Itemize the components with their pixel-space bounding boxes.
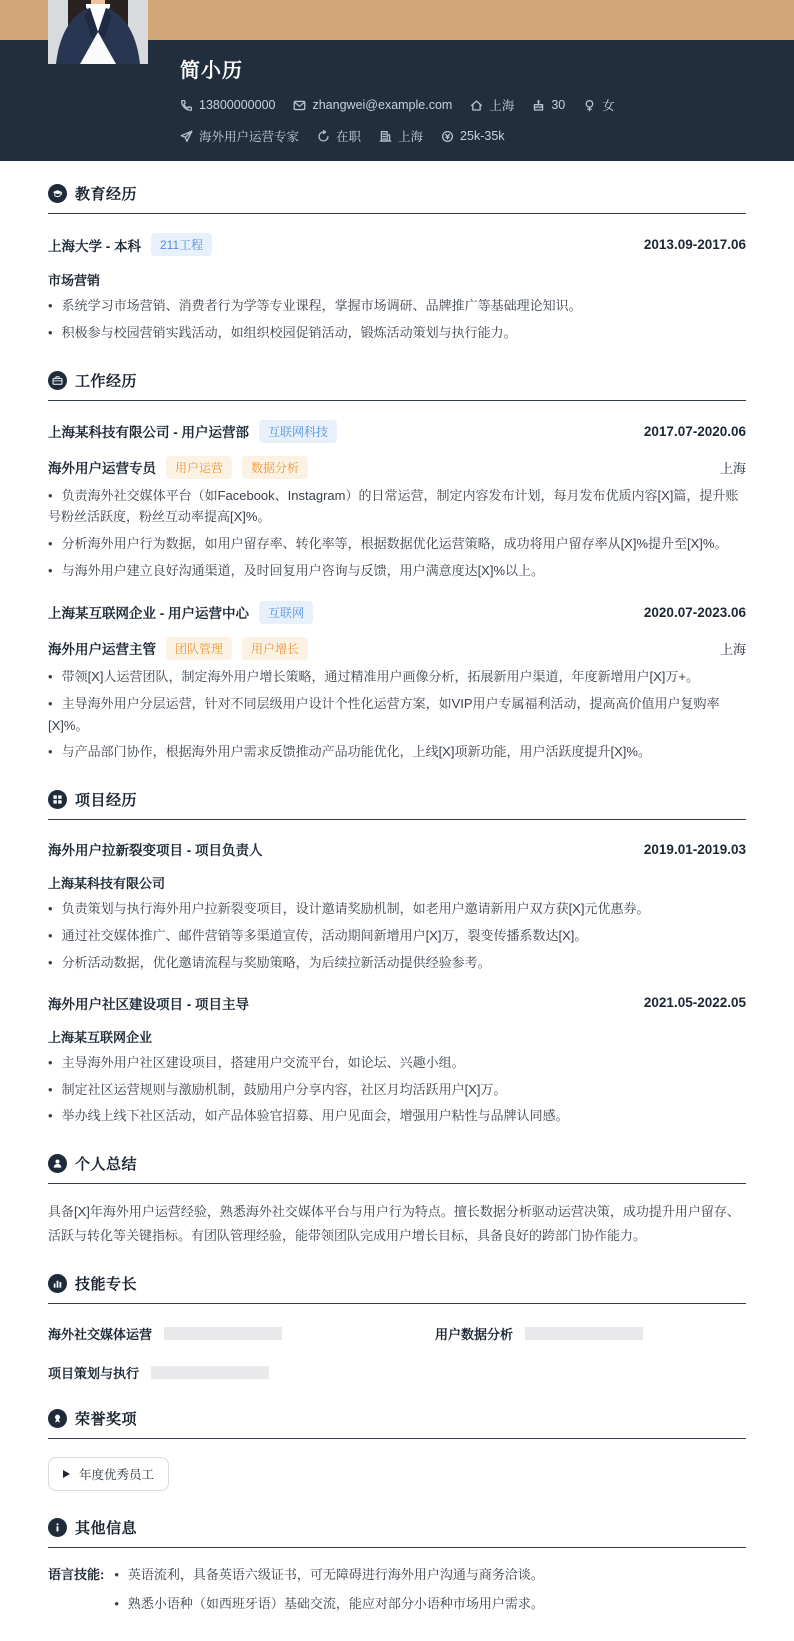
contact-job-title	[180, 127, 299, 145]
info-icon	[48, 1518, 67, 1537]
project-name: 海外用户拉新裂变项目 - 项目负责人	[48, 843, 263, 859]
project-bullet: • 分析活动数据，优化邀请流程与奖励策略，为后续拉新活动提供经验参考。	[48, 952, 746, 974]
work-section-title: 工作经历	[75, 372, 138, 390]
contact-phone	[180, 98, 275, 112]
skills-section-title: 技能专长	[75, 1276, 138, 1294]
work-location: 上海	[719, 460, 746, 476]
project-bullet-list	[48, 898, 746, 973]
age-cake-icon	[532, 99, 545, 112]
section-honors	[48, 1408, 746, 1491]
work-entry	[48, 420, 746, 582]
honors-section-header	[48, 1408, 746, 1439]
work-entry	[48, 601, 746, 763]
salary-coin-icon	[441, 130, 454, 143]
resume-body	[0, 161, 794, 1641]
project-bullet: • 主导海外用户社区建设项目，搭建用户交流平台，如论坛、兴趣小组。	[48, 1052, 746, 1074]
section-skills	[48, 1273, 746, 1382]
contact-gender	[583, 96, 615, 114]
education-entry	[48, 233, 746, 344]
paper-plane-icon	[180, 130, 193, 143]
project-date: 2019.01-2019.03	[643, 841, 746, 857]
person-icon	[48, 1154, 67, 1173]
contact-email	[293, 98, 452, 112]
skill-bar	[164, 1327, 282, 1340]
summary-section-header	[48, 1153, 746, 1184]
project-bullet: • 通过社交媒体推广、邮件营销等多渠道宣传，活动期间新增用户[X]万，裂变传播系数达[X]。	[48, 925, 746, 947]
contact-job-status-text: 在职	[336, 130, 362, 144]
work-location: 上海	[719, 641, 746, 657]
honor-label: 年度优秀员工	[79, 1468, 155, 1483]
education-bullet: • 系统学习市场营销、消费者行为学等专业课程，掌握市场调研、品牌推广等基础理论知识。	[48, 295, 746, 317]
contact-gender-text: 女	[602, 99, 615, 113]
industry-badge: 互联网科技	[259, 420, 337, 443]
skills-section-header	[48, 1273, 746, 1304]
contact-job-title-text: 海外用户运营专家	[199, 130, 300, 144]
skill-name: 用户数据分析	[435, 1327, 514, 1343]
language-skills-row	[48, 1564, 746, 1615]
projects-section-header	[48, 789, 746, 820]
work-bullet: • 主导海外用户分层运营，针对不同层级用户设计个性化运营方案，如VIP用户专属福利活动，提高高价值用户复购率[X]%。	[48, 693, 746, 737]
grid-icon	[48, 790, 67, 809]
work-date: 2020.07-2023.06	[643, 604, 746, 620]
language-bullet: • 熟悉小语种（如西班牙语）基础交流，能应对部分小语种市场用户需求。	[114, 1593, 544, 1615]
work-date: 2017.07-2020.06	[643, 423, 746, 439]
education-section-header	[48, 183, 746, 214]
skill-grid	[48, 1324, 746, 1382]
job-role: 海外用户运营主管	[48, 642, 156, 658]
other-section-title: 其他信息	[75, 1520, 138, 1538]
portrait-illustration	[48, 0, 148, 64]
contact-home-city-text: 上海	[489, 99, 515, 113]
section-work	[48, 370, 746, 764]
contact-row-1	[180, 96, 746, 114]
project-bullet: • 举办线上线下社区活动，如产品体验官招募、用户见面会，增强用户粘性与品牌认同感。	[48, 1105, 746, 1127]
email-icon	[293, 99, 306, 112]
education-bullet-list	[48, 295, 746, 344]
section-projects	[48, 789, 746, 1127]
contact-job-status	[317, 127, 361, 145]
project-date: 2021.05-2022.05	[643, 995, 746, 1011]
projects-section-title: 项目经历	[75, 792, 138, 810]
resume-header	[0, 40, 794, 161]
briefcase-icon	[48, 371, 67, 390]
project-bullet: • 制定社区运营规则与激励机制，鼓励用户分享内容，社区月均活跃用户[X]万。	[48, 1079, 746, 1101]
contact-age-text: 30	[551, 98, 566, 112]
contact-home-city	[470, 96, 514, 114]
contact-salary	[441, 129, 504, 143]
company-name: 上海某科技有限公司 - 用户运营部	[48, 425, 249, 441]
summary-section-title: 个人总结	[75, 1156, 138, 1174]
skill-bar	[525, 1327, 643, 1340]
education-major: 市场营销	[48, 273, 101, 288]
contact-work-city-text: 上海	[398, 130, 424, 144]
honors-section-title: 荣誉奖项	[75, 1411, 138, 1429]
work-section-header	[48, 370, 746, 401]
contact-work-city	[379, 127, 423, 145]
work-bullet: • 与海外用户建立良好沟通渠道，及时回复用户咨询与反馈，用户满意度达[X]%以上。	[48, 560, 746, 582]
contact-phone-text: 13800000000	[199, 98, 276, 112]
work-bullet-list	[48, 666, 746, 763]
education-bullet: • 积极参与校园营销实践活动，如组织校园促销活动，锻炼活动策划与执行能力。	[48, 322, 746, 344]
language-bullet: • 英语流利，具备英语六级证书，可无障碍进行海外用户沟通与商务洽谈。	[114, 1564, 544, 1586]
home-icon	[470, 99, 483, 112]
building-icon	[379, 130, 392, 143]
company-name: 上海某互联网企业 - 用户运营中心	[48, 606, 249, 622]
medal-icon	[48, 1409, 67, 1428]
industry-badge: 互联网	[259, 601, 313, 624]
school-name: 上海大学 - 本科	[48, 238, 141, 254]
project-name: 海外用户社区建设项目 - 项目主导	[48, 996, 249, 1012]
language-skills-label: 语言技能:	[48, 1567, 105, 1583]
project-entry	[48, 839, 746, 973]
summary-text: 具备[X]年海外用户运营经验，熟悉海外社交媒体平台与用户行为特点。擅长数据分析驱动运营决策，成功提升用户留存、活跃与转化等关键指标。有团队管理经验，能带领团队完成用户增长目标，具备良好的跨部门协作能力。	[48, 1204, 740, 1243]
section-summary	[48, 1153, 746, 1247]
other-section-header	[48, 1517, 746, 1548]
project-bullet: • 负责策划与执行海外用户拉新裂变项目，设计邀请奖励机制，如老用户邀请新用户双方获[X]元优惠券。	[48, 898, 746, 920]
section-other	[48, 1517, 746, 1615]
skill-name: 海外社交媒体运营	[48, 1327, 153, 1343]
job-tag: 用户增长	[242, 637, 308, 660]
contact-row-2	[180, 127, 746, 145]
skill-item	[48, 1363, 359, 1382]
work-bullet: • 与产品部门协作，根据海外用户需求反馈推动产品功能优化，上线[X]项新功能，用户活跃度提升[X]%。	[48, 741, 746, 763]
language-bullet-list	[114, 1564, 544, 1615]
project-entry	[48, 993, 746, 1127]
education-date: 2013.09-2017.06	[643, 237, 746, 252]
project-bullet-list	[48, 1052, 746, 1127]
contact-salary-text: 25k-35k	[460, 129, 505, 143]
phone-icon	[180, 99, 193, 112]
work-bullet: • 分析海外用户行为数据，如用户留存率、转化率等，根据数据优化运营策略，成功将用户留存率从[X]%提升至[X]%。	[48, 533, 746, 555]
gender-icon	[583, 99, 596, 112]
section-education	[48, 183, 746, 344]
honor-expand-chip[interactable]	[48, 1457, 169, 1491]
graduation-cap-icon	[48, 184, 67, 203]
skill-name: 项目策划与执行	[48, 1366, 140, 1382]
expand-arrow-icon	[63, 1470, 70, 1478]
skill-item	[435, 1324, 746, 1343]
contact-age	[532, 98, 565, 112]
contact-email-text: zhangwei@example.com	[312, 98, 453, 112]
job-tag: 数据分析	[242, 456, 308, 479]
project-org: 上海某科技有限公司	[48, 876, 166, 892]
profile-photo	[48, 0, 148, 64]
job-role: 海外用户运营专员	[48, 461, 156, 477]
job-tag: 团队管理	[166, 637, 232, 660]
project-org: 上海某互联网企业	[48, 1029, 153, 1045]
job-tag: 用户运营	[166, 456, 232, 479]
work-bullet: • 负责海外社交媒体平台（如Facebook、Instagram）的日常运营，制定内容发布计划，每月发布优质内容[X]篇，提升账号粉丝活跃度，粉丝互动率提高[X]%。	[48, 485, 746, 529]
person-name: 简小历	[180, 60, 243, 82]
bar-chart-icon	[48, 1274, 67, 1293]
education-section-title: 教育经历	[75, 186, 138, 203]
work-bullet: • 带领[X]人运营团队，制定海外用户增长策略，通过精准用户画像分析，拓展新用户渠道，年度新增用户[X]万+。	[48, 666, 746, 688]
skill-bar	[151, 1366, 269, 1379]
skill-item	[48, 1324, 359, 1343]
school-badge: 211工程	[151, 233, 212, 256]
status-refresh-icon	[317, 130, 330, 143]
work-bullet-list	[48, 485, 746, 582]
